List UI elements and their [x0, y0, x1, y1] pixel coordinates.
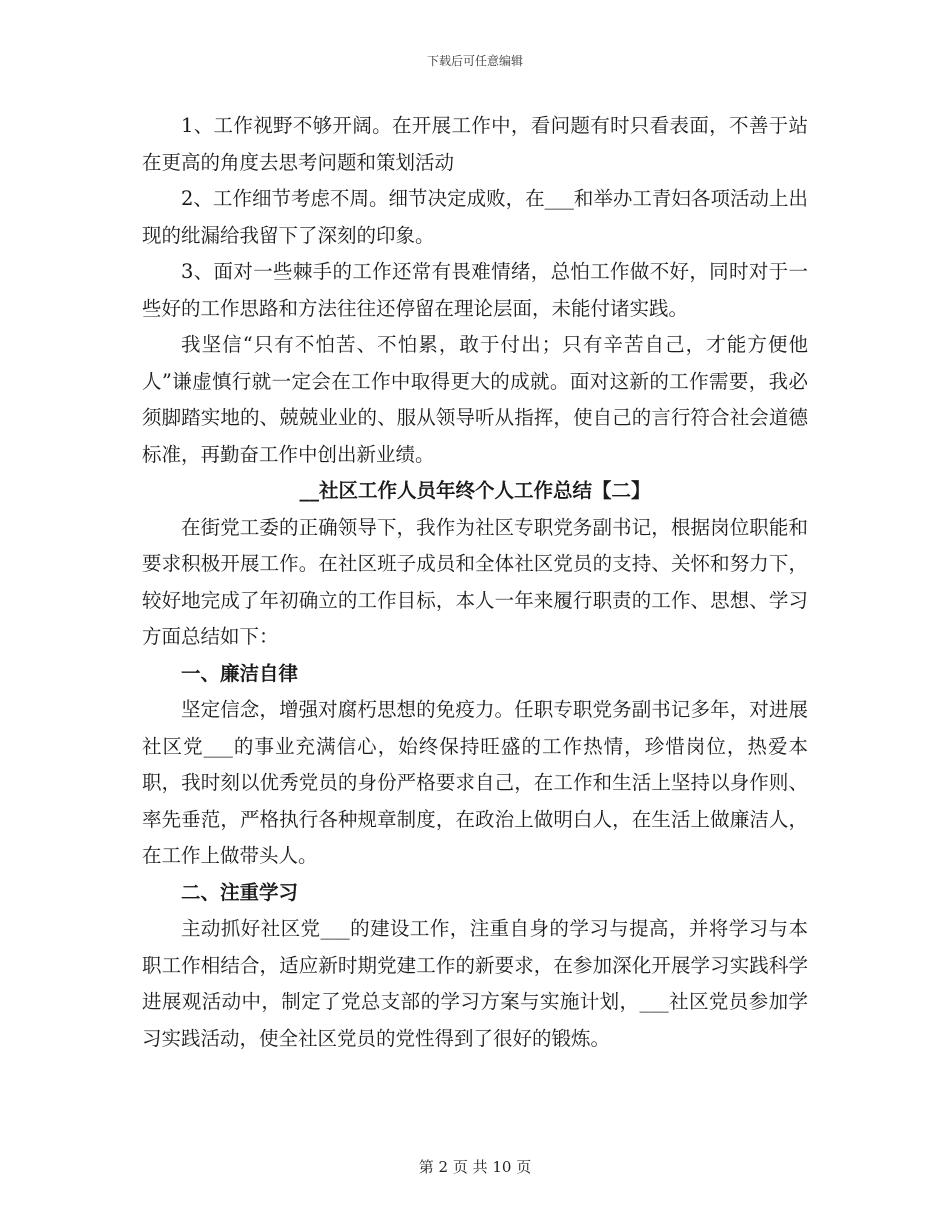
heading-study: 二、注重学习 — [181, 880, 299, 904]
section-title: __社区工作人员年终个人工作总结【二】 — [299, 479, 651, 502]
paragraph-4: 我坚信“只有不怕苦、不怕累，敢于付出；只有辛苦自己，才能方便他人”谦虚慎行就一定会在工作中取得更大的成就。面对这新的工作需要，我必须脚踏实地的、兢兢业业的、服从领导听从指挥，使自己的言行符合社会道德标准，再勤奋工作中创出新业绩。 — [142, 333, 808, 466]
paragraph-1: 1、工作视野不够开阔。在开展工作中，看问题有时只看表面，不善于站在更高的角度去思考问题和策划活动 — [142, 114, 808, 174]
paragraph-3: 3、面对一些棘手的工作还常有畏难情绪，总怕工作做不好，同时对于一些好的工作思路和方法往往还停留在理论层面，未能付诸实践。 — [142, 260, 808, 320]
heading-integrity: 一、廉洁自律 — [181, 661, 299, 685]
paragraph-6: 坚定信念，增强对腐朽思想的免疫力。任职专职党务副书记多年，对进展社区党___的事业充满信心，始终保持旺盛的工作热情，珍惜岗位，热爱本职，我时刻以优秀党员的身份严格要求自己，在工作和生活上坚持以身作则、率先垂范，严格执行各种规章制度，在政治上做明白人，在生活上做廉洁人，在工作上做带头人。 — [142, 698, 808, 867]
paragraph-5: 在街党工委的正确领导下，我作为社区专职党务副书记，根据岗位职能和要求积极开展工作。在社区班子成员和全体社区党员的支持、关怀和努力下，较好地完成了年初确立的工作目标，本人一年来履行职责的工作、思想、学习方面总结如下： — [142, 515, 808, 648]
page-header-note: 下载后可任意编辑 — [426, 54, 523, 68]
document-body — [142, 108, 808, 1057]
paragraph-2: 2、工作细节考虑不周。细节决定成败，在___和举办工青妇各项活动上出现的纰漏给我留下了深刻的印象。 — [142, 187, 808, 247]
page-number: 第 2 页 共 10 页 — [418, 1158, 532, 1176]
paragraph-7: 主动抓好社区党___的建设工作，注重自身的学习与提高，并将学习与本职工作相结合，适应新时期党建工作的新要求，在参加深化开展学习实践科学进展观活动中，制定了党总支部的学习方案与实施计划，___社区党员参加学习实践活动，使全社区党员的党性得到了很好的锻炼。 — [142, 917, 808, 1050]
